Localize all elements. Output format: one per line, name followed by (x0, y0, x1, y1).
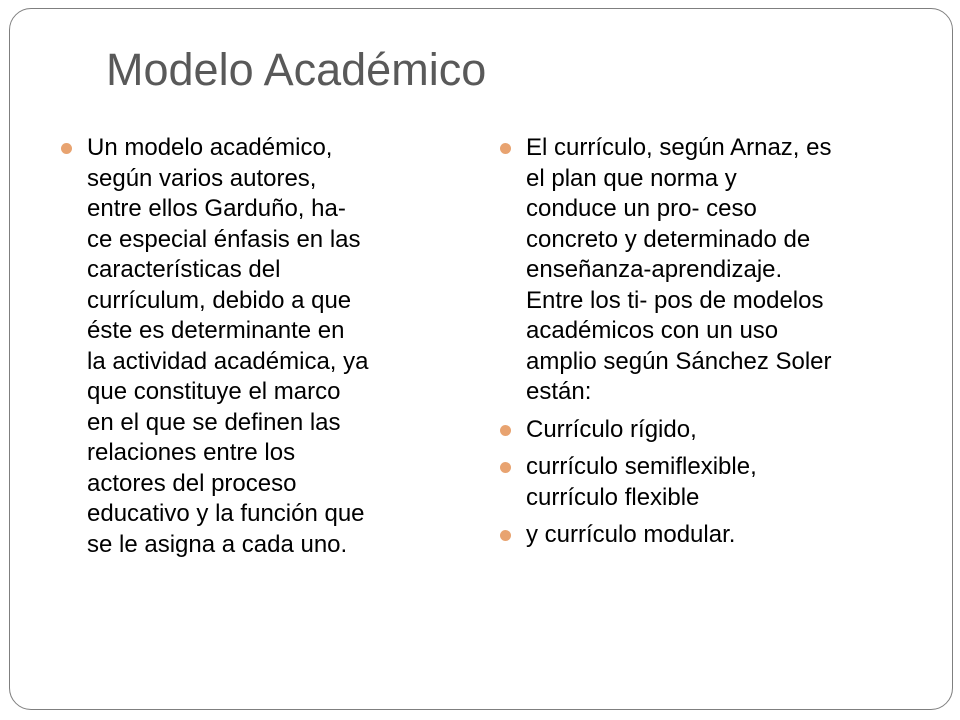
bullet-text-line: Entre los ti- pos de modelos (526, 286, 824, 314)
bullet-item (500, 520, 912, 551)
bullet-text-line: éste es determinante en (87, 317, 345, 344)
bullet-item (500, 415, 912, 446)
bullet-dot-icon (500, 530, 511, 541)
bullet-dot-icon (61, 143, 72, 154)
bullet-text-line: concreto y determinado de (526, 225, 811, 253)
bullet-text-line: enseñanza-aprendizaje. (526, 256, 783, 283)
left-text-column (61, 133, 441, 567)
bullet-text-line: currículum, debido a que (87, 286, 352, 314)
bullet-text-line: actores del proceso (87, 469, 297, 497)
bullet-item (500, 452, 912, 513)
right-text-column (500, 133, 912, 558)
bullet-text-line: la actividad académica, ya (87, 347, 369, 375)
bullet-text-line: El currículo, según Arnaz, es (526, 134, 832, 161)
left-bullet-list (61, 133, 441, 560)
slide-title: Modelo Académico (106, 44, 487, 95)
bullet-text-line: currículo semiflexible, (526, 453, 757, 480)
bullet-item (61, 133, 441, 560)
bullet-text-line: ce especial énfasis en las (87, 225, 361, 253)
bullet-text-line: y currículo modular. (526, 521, 736, 548)
bullet-text-line: se le asigna a cada uno. (87, 530, 348, 558)
bullet-text-line: relaciones entre los (87, 439, 296, 466)
right-bullet-list (500, 133, 912, 551)
bullet-text-line: entre ellos Garduño, ha- (87, 195, 346, 222)
bullet-text-line: académicos con un uso (526, 317, 779, 344)
bullet-item (500, 133, 912, 408)
bullet-text-line: amplio según Sánchez Soler (526, 347, 832, 375)
bullet-dot-icon (500, 143, 511, 154)
bullet-text-line: el plan que norma y (526, 164, 737, 192)
bullet-text-line: en el que se definen las (87, 408, 341, 436)
bullet-text-line: Un modelo académico, (87, 134, 333, 161)
bullet-dot-icon (500, 425, 511, 436)
bullet-text-line: educativo y la función que (87, 500, 365, 527)
bullet-text-line: Currículo rígido, (526, 415, 697, 443)
bullet-text-line: currículo flexible (526, 483, 700, 511)
bullet-text-line: características del (87, 256, 281, 283)
bullet-dot-icon (500, 462, 511, 473)
bullet-text-line: conduce un pro- ceso (526, 195, 757, 222)
bullet-text-line: están: (526, 378, 592, 405)
bullet-text-line: según varios autores, (87, 164, 317, 192)
bullet-text-line: que constituye el marco (87, 378, 341, 405)
